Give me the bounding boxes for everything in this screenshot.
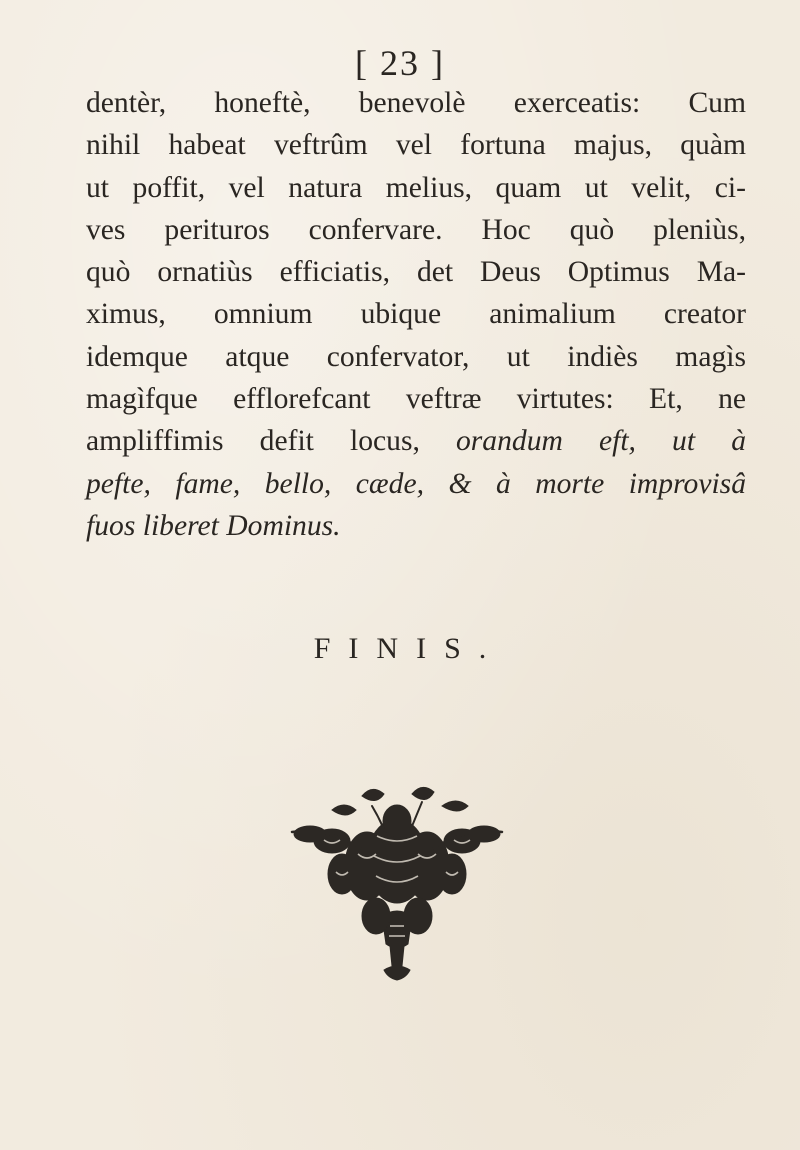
page-number: [ 23 ] <box>355 43 445 83</box>
text-run: ves perituros confervare. Hoc quò pleniùs, <box>86 213 746 246</box>
text-line <box>86 505 746 547</box>
text-line <box>86 420 746 462</box>
text-line <box>86 167 746 209</box>
text-line <box>86 378 746 420</box>
finis-heading: FINIS. <box>313 632 505 665</box>
text-run: nihil habeat veftrûm vel fortuna majus, quàm <box>86 129 746 162</box>
italic-text: pefte, fame, bello, cæde, & à morte improvisâ <box>86 467 746 500</box>
text-line <box>86 82 746 124</box>
text-line <box>86 209 746 251</box>
body-text <box>86 82 746 547</box>
italic-text: fuos liberet Dominus. <box>86 509 341 542</box>
floral-tailpiece-ornament <box>272 766 522 996</box>
text-run: ximus, omnium ubique animalium creator <box>86 298 746 331</box>
text-run: quò ornatiùs efficiatis, det Deus Optimus Ma- <box>86 256 746 289</box>
text-run: idemque atque confervator, ut indiès magìs <box>86 340 746 373</box>
text-run: ut poffit, vel natura melius, quam ut velit, ci- <box>86 171 746 204</box>
text-run: dentèr, honeftè, benevolè exerceatis: Cum <box>86 87 746 119</box>
text-line <box>86 336 746 378</box>
text-line <box>86 463 746 505</box>
text-line <box>86 124 746 166</box>
italic-text: orandum eft, ut à <box>455 425 746 458</box>
text-line <box>86 293 746 335</box>
text-line <box>86 251 746 293</box>
text-run: ampliffimis defit locus, <box>86 425 456 458</box>
text-run: magìfque efflorefcant veftræ virtutes: Et, ne <box>86 383 746 416</box>
